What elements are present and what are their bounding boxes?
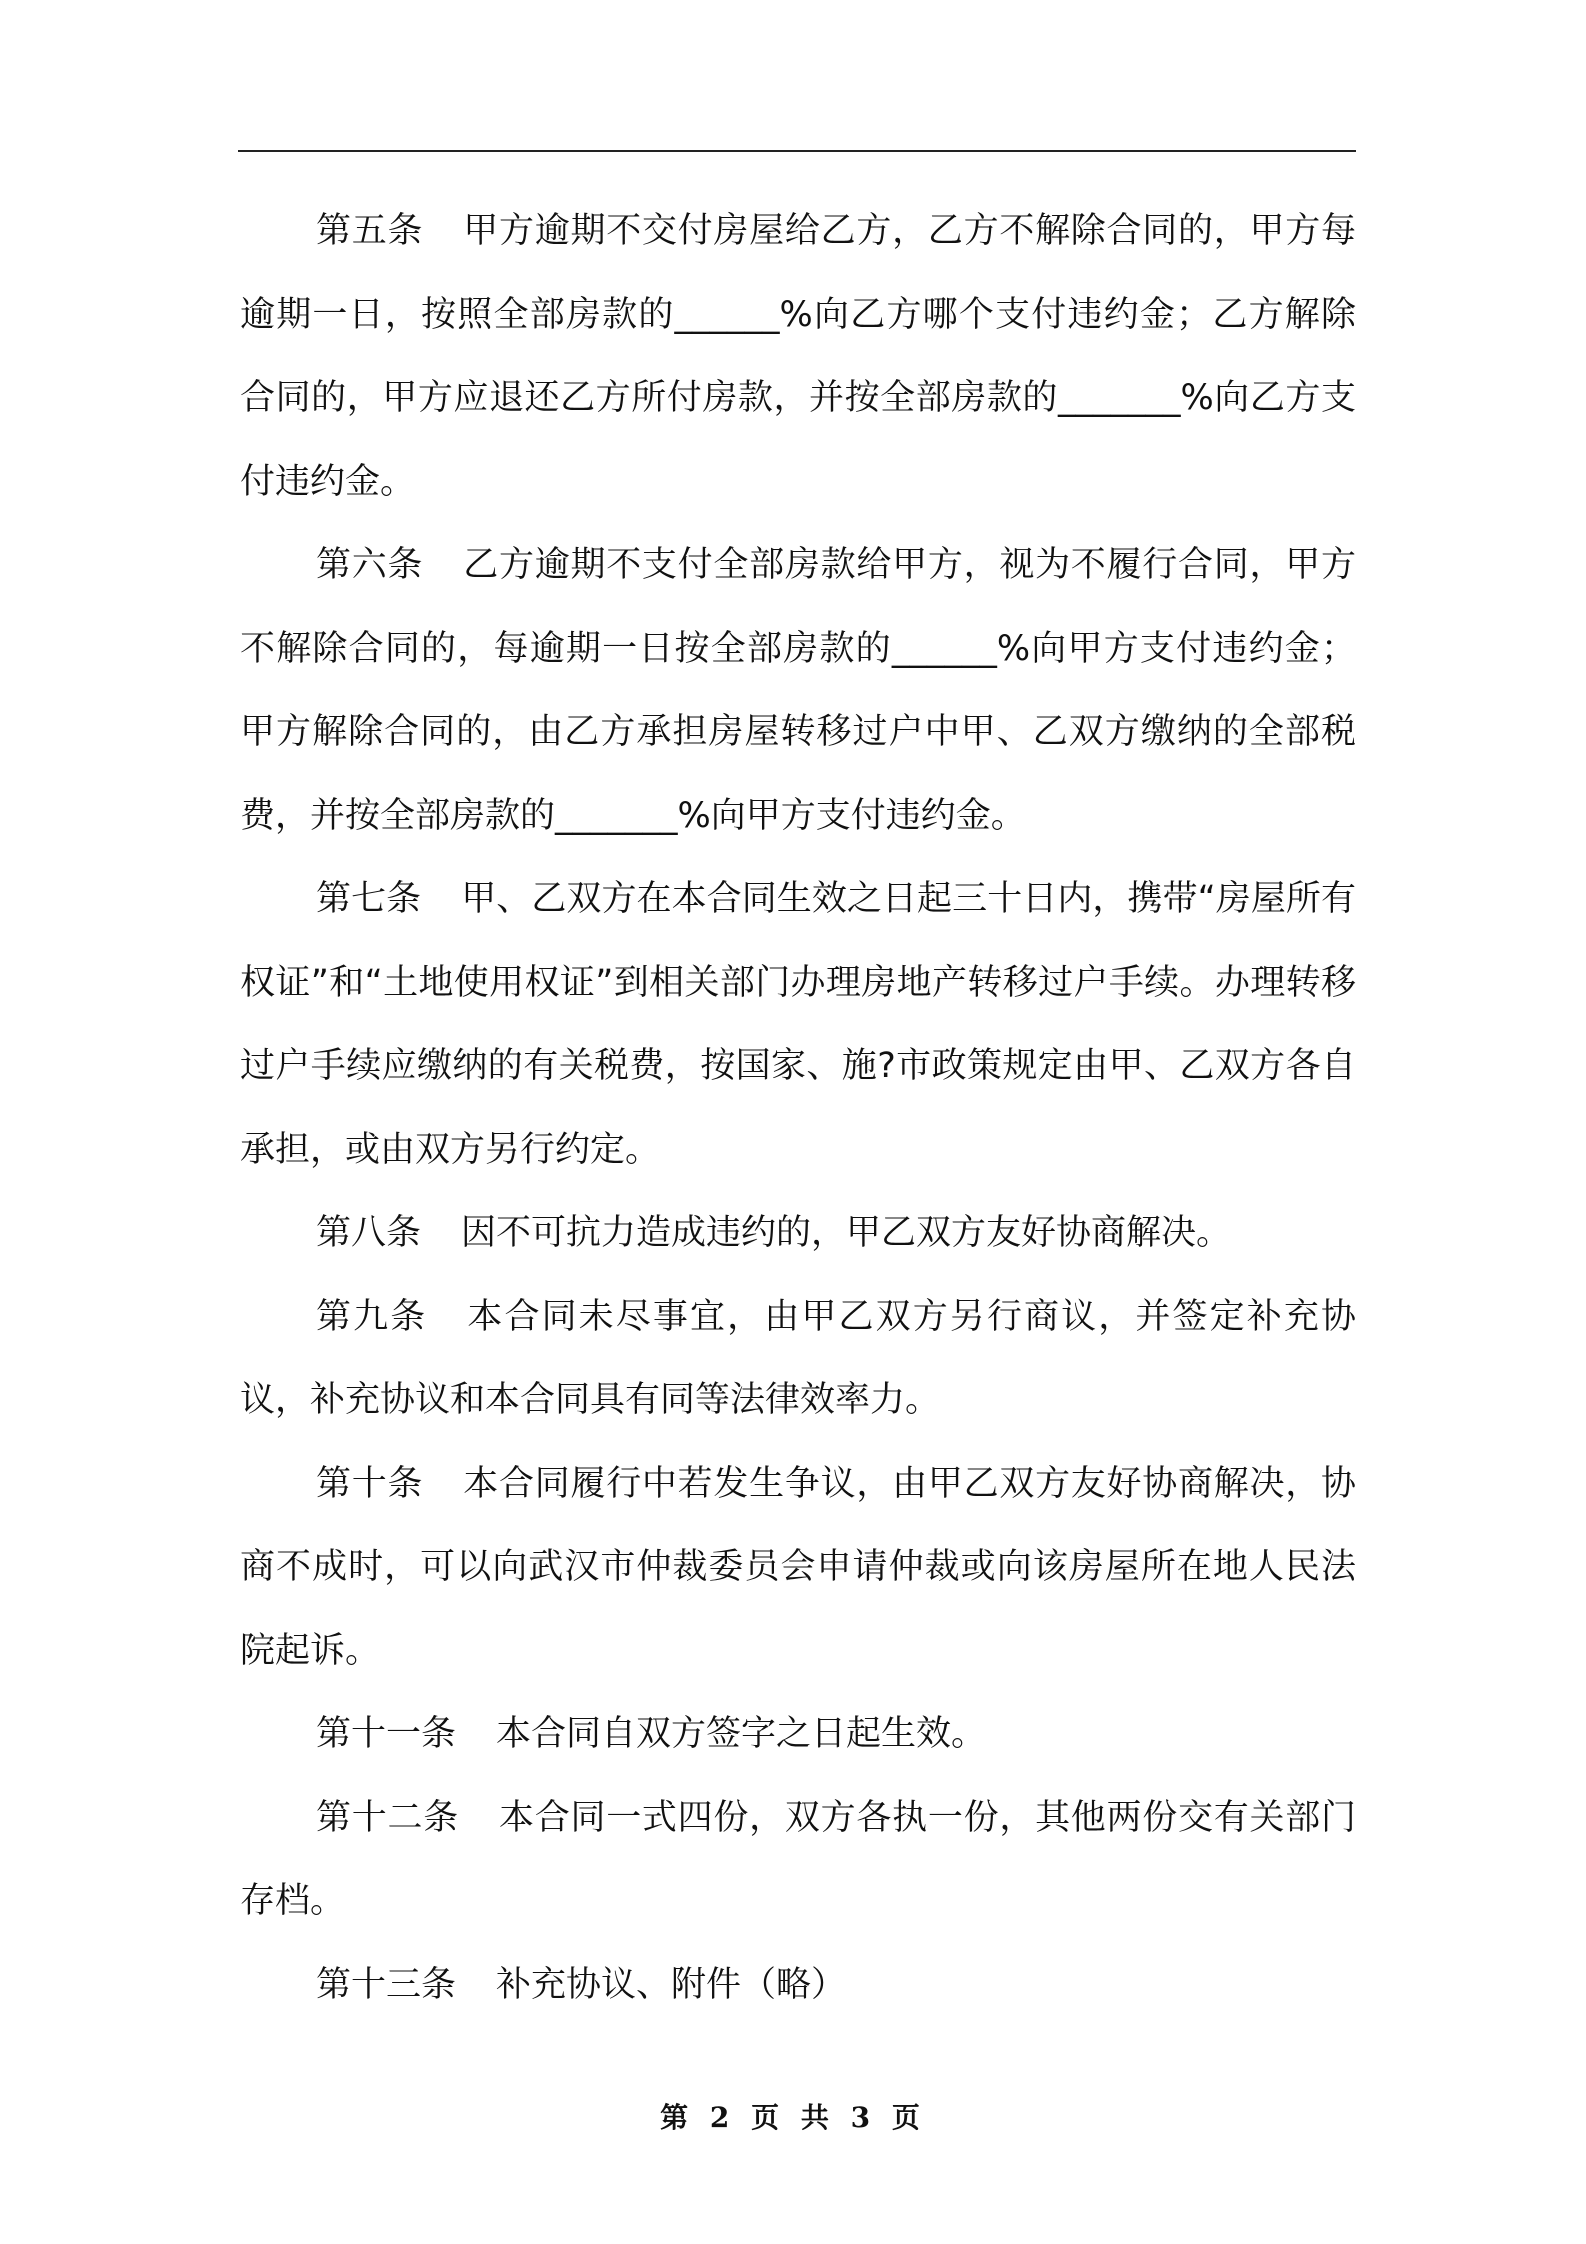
article-text: 补充协议、附件（略） xyxy=(496,1964,847,2005)
article-text: 本合同履行中若发生争议，由甲乙双方友好协商解决，协商不成时，可以向武汉市仲裁委员会申请仲裁或向该房屋所在地人民法院起诉。 xyxy=(240,1463,1356,1671)
page-number: 第 2 页 共 3 页 xyxy=(660,2101,926,2134)
article-text: 本合同未尽事宜，由甲乙双方另行商议，并签定补充协议，补充协议和本合同具有同等法律效率力。 xyxy=(240,1296,1356,1420)
article-5 xyxy=(240,190,1356,524)
article-label: 第八条 xyxy=(316,1213,422,1253)
article-text: 乙方逾期不支付全部房款给甲方，视为不履行合同，甲方不解除合同的，每逾期一日按全部房款的______%向甲方支付违约金；甲方解除合同的，由乙方承担房屋转移过户中甲、乙双方缴纳的全部税费，并按全部房款的_______%向甲方支付违约金。 xyxy=(240,545,1356,836)
article-text: 因不可抗力造成违约的，甲乙双方友好协商解决。 xyxy=(461,1213,1232,1253)
article-6 xyxy=(240,524,1356,858)
article-label: 第九条 xyxy=(316,1296,428,1337)
article-label: 第十一条 xyxy=(316,1714,457,1754)
article-label: 第五条 xyxy=(316,211,424,251)
article-text: 本合同自双方签字之日起生效。 xyxy=(496,1714,987,1754)
article-label: 第十二条 xyxy=(316,1797,459,1838)
article-label: 第六条 xyxy=(316,545,424,585)
article-label: 第十三条 xyxy=(316,1964,457,2005)
article-label: 第七条 xyxy=(316,879,422,919)
article-label: 第十条 xyxy=(316,1463,424,1504)
article-9 xyxy=(240,1276,1356,1443)
document-body xyxy=(240,190,1356,2027)
article-12 xyxy=(240,1777,1356,1944)
article-8 xyxy=(240,1192,1356,1276)
article-text: 甲、乙双方在本合同生效之日起三十日内，携带“房屋所有权证”和“土地使用权证”到相关部门办理房地产转移过户手续。办理转移过户手续应缴纳的有关税费，按国家、施?市政策规定由甲、乙双方各自承担，或由双方另行约定。 xyxy=(240,879,1356,1170)
article-7 xyxy=(240,858,1356,1192)
header-rule xyxy=(238,150,1356,152)
article-13 xyxy=(240,1944,1356,2028)
article-10 xyxy=(240,1443,1356,1694)
article-text: 甲方逾期不交付房屋给乙方，乙方不解除合同的，甲方每逾期一日，按照全部房款的______%向乙方哪个支付违约金；乙方解除合同的，甲方应退还乙方所付房款，并按全部房款的_______%向乙方支付违约金。 xyxy=(240,211,1356,502)
article-11 xyxy=(240,1693,1356,1777)
article-text: 本合同一式四份，双方各执一份，其他两份交有关部门存档。 xyxy=(240,1797,1356,1921)
